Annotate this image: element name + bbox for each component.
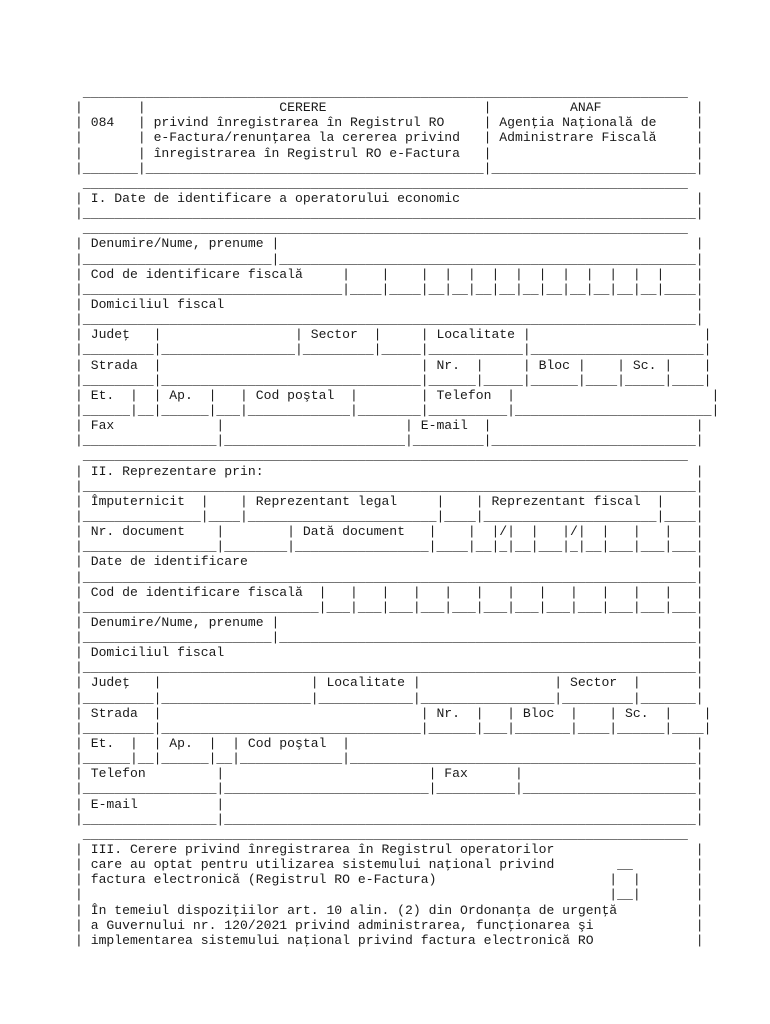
field-row-border: |______________________________________________________________________________| [75, 660, 704, 676]
field-row-border: |________________________|_____________________________________________________| [75, 630, 704, 646]
form-header-border-bottom: |_______|___________________________________________|__________________________| [75, 160, 704, 176]
field-row-document-number-date[interactable]: | Nr. document | | Dată document | | |/| | |/| | | | | [75, 524, 704, 540]
section-3-checkbox-bottom[interactable]: | |__| | [75, 887, 704, 903]
field-row-fiscal-domicile-label: | Domiciliul fiscal | [75, 296, 704, 312]
form-header-code-row: | 084 | privind înregistrarea în Registrul RO | Agenţia Naţională de | [75, 115, 704, 131]
section-2-border-top: _____________________________________________________________________________ [75, 448, 688, 464]
section-1-fields-border-top: _____________________________________________________________________________ [75, 221, 688, 237]
field-row-representative-county-locality-sector[interactable]: | Judeţ | | Localitate | | Sector | | [75, 675, 704, 691]
field-row-representative-name[interactable]: | Denumire/Nume, prenume | | [75, 614, 704, 630]
form-header-subtitle-row: | | e-Factura/renunţarea la cererea privind | Administrare Fiscală | [75, 130, 704, 146]
field-row-fiscal-code[interactable]: | Cod de identificare fiscală | | | | | | | | | | | | | | [75, 266, 704, 282]
field-row-border: |______________________________________________________________________________| [75, 312, 704, 328]
field-row-border: |______________________________|___|___|___|___|___|___|___|___|___|___|___|___| [75, 599, 704, 615]
field-row-name[interactable]: | Denumire/Nume, prenume | | [75, 236, 704, 252]
field-row-representative-street-number-block[interactable]: | Strada | | Nr. | | Bloc | | Sc. | | [75, 705, 712, 721]
field-row-border: |_________|_________________________________|______|___|_______|____|______|____| [75, 720, 712, 736]
field-row-county-sector-locality[interactable]: | Judeţ | | Sector | | Localitate | | [75, 327, 712, 343]
section-1-heading: | I. Date de identificare a operatorului economic | [75, 190, 704, 206]
section-3-legal-text: | a Guvernului nr. 120/2021 privind administrarea, funcţionarea şi | [75, 917, 704, 933]
field-row-street-number-block[interactable]: | Strada | | Nr. | | Bloc | | Sc. | | [75, 357, 712, 373]
section-3-border-top: _____________________________________________________________________________ [75, 826, 688, 842]
form-header-subtitle-row: | | înregistrarea în Registrul RO e-Factura | | [75, 145, 704, 161]
field-row-border: |______|__|______|__|_____________|____________________________________________| [75, 751, 704, 767]
field-row-fax-email[interactable]: | Fax | | E-mail | | [75, 418, 704, 434]
section-2-heading-border: |______________________________________________________________________________| [75, 478, 704, 494]
field-row-representative-email[interactable]: | E-mail | | [75, 796, 704, 812]
section-2-heading: | II. Reprezentare prin: | [75, 463, 704, 479]
field-row-border: |______________________________________________________________________________| [75, 569, 704, 585]
field-row-representative-floor-apartment-postal[interactable]: | Et. | | Ap. | | Cod poştal | | [75, 736, 704, 752]
field-row-border: |_________|___________________|____________|_________________|_________|_______| [75, 690, 704, 706]
field-row-floor-apartment-postal-phone[interactable]: | Et. | | Ap. | | Cod poştal | | Telefon | | [75, 387, 720, 403]
field-row-border: |________________________|_____________________________________________________| [75, 251, 704, 267]
section-3-legal-text: | implementarea sistemului naţional privind factura electronică RO | [75, 932, 704, 948]
field-row-representation-type[interactable]: | Împuternicit | | Reprezentant legal | | Reprezentant fiscal | | [75, 493, 704, 509]
section-1-border-top: _____________________________________________________________________________ [75, 175, 688, 191]
form-084-page [75, 85, 720, 975]
field-row-representative-phone-fax[interactable]: | Telefon | | Fax | | [75, 766, 704, 782]
field-row-border: |_________________|__________________________|__________|______________________| [75, 781, 704, 797]
field-row-border: |_______________|____|________________________|____|______________________|____| [75, 508, 704, 524]
field-row-border: |_________________________________|____|____|__|__|__|__|__|__|__|__|__|__|____| [75, 281, 704, 297]
field-row-border: |_________________|_______________________|_________|__________________________| [75, 433, 704, 449]
field-row-representative-fiscal-code[interactable]: | Cod de identificare fiscală | | | | | | | | | | | | | [75, 584, 704, 600]
field-row-border: |_________|_________________|_________|_____|____________|______________________| [75, 342, 712, 358]
field-row-border: |_________________|____________________________________________________________| [75, 811, 704, 827]
section-3-registration-checkbox-row[interactable]: | factura electronică (Registrul RO e-Factura) | | | [75, 872, 704, 888]
section-3-legal-text: | În temeiul dispoziţiilor art. 10 alin. (2) din Ordonanţa de urgenţă | [75, 902, 704, 918]
field-row-border: |______|__|______|___|_____________|________|__________|_________________________| [75, 402, 720, 418]
field-row-border: |_________|_________________________________|______|_____|______|____|_____|____| [75, 372, 712, 388]
section-1-heading-border: |______________________________________________________________________________| [75, 206, 704, 222]
field-row-identification-data-label: | Date de identificare | [75, 554, 704, 570]
field-row-representative-domicile-label: | Domiciliul fiscal | [75, 645, 704, 661]
form-header-title-row: | | CERERE | ANAF | [75, 100, 704, 116]
section-3-heading: | III. Cerere privind înregistrarea în Registrul operatorilor | [75, 842, 704, 858]
field-row-border: |_________________|________|_________________|____|__|_|__|___|_|__|___|___|___| [75, 539, 704, 555]
form-border-top: _____________________________________________________________________________ [75, 85, 688, 100]
section-3-heading-continued: | care au optat pentru utilizarea sistemului naţional privind __ | [75, 857, 704, 873]
